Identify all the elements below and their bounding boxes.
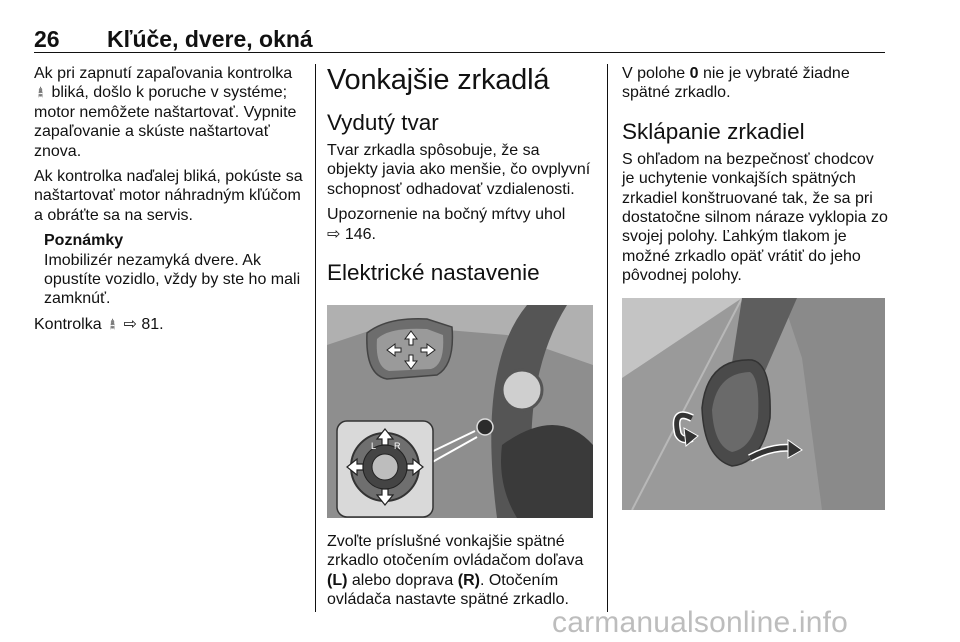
column-1 — [34, 64, 306, 340]
subheading: Elektrické nastavenie — [327, 260, 540, 286]
paragraph — [34, 315, 306, 334]
immobiliser-icon: 🛔︎ — [106, 316, 120, 332]
paragraph: Tvar zrkadla spôsobuje, že sa objekty javia ako menšie, čo ovplyvní schopnosť odhadovať vzdialenosti. — [327, 142, 591, 198]
watermark: carmanualsonline.info — [552, 606, 849, 639]
column-divider — [315, 64, 316, 612]
text: Kontrolka — [34, 315, 107, 333]
mirror-control-figure — [327, 305, 593, 518]
page-header — [34, 26, 885, 53]
text: alebo doprava — [347, 571, 458, 589]
text: Ak pri zapnutí zapaľovania kontrolka — [34, 65, 293, 82]
text: Upozornenie na bočný mŕtvy uhol — [327, 206, 566, 224]
chapter-heading: Vonkajšie zrkadlá — [327, 64, 550, 96]
column-divider — [607, 64, 608, 612]
note-title: Poznámky — [44, 232, 124, 250]
note-text: Imobilizér nezamyká dvere. Ak opustíte vozidlo, vždy by ste ho mali zamknúť. — [44, 251, 301, 308]
steering-wheel — [501, 425, 593, 518]
section-title: Kľúče, dvere, okná — [107, 26, 313, 52]
label-l: L — [371, 441, 377, 452]
note-box — [34, 231, 306, 309]
text: bliká, došlo k poruche v systéme; motor nemôžete naštartovať. Vypnite zapaľovanie a skúste naštartovať znova. — [34, 84, 297, 160]
arrow-ref-icon: ⇨ — [123, 315, 137, 333]
arrow-ref-icon: ⇨ — [327, 225, 341, 243]
text: 0 — [689, 65, 699, 82]
page-number: 26 — [34, 26, 60, 52]
paragraph — [622, 64, 888, 103]
text: Zvoľte príslušné vonkajšie spätné zrkadlo otočením ovládačom doľava — [327, 533, 584, 570]
subheading: Sklápanie zrkadiel — [622, 118, 805, 144]
figure-caption — [327, 532, 593, 610]
paragraph: Ak kontrolka naďalej bliká, pokúste sa naštartovať motor náhradným kľúčom a obráťte sa na servis. — [34, 168, 303, 224]
text: . Otočením ovládača nastavte spätné zrkadlo. — [327, 571, 569, 609]
text: nie je vybraté žiadne spätné zrkadlo. — [622, 65, 850, 102]
page-reference[interactable]: 146. — [344, 225, 376, 243]
mirror-control-knob — [477, 419, 493, 435]
text: V polohe — [622, 65, 690, 82]
subheading: Vydutý tvar — [327, 110, 439, 135]
paragraph: S ohľadom na bezpečnosť chodcov je uchytenie vonkajších spätných zrkadiel konštruované tak, že sa pri dostatočne silnom náraze vyklopia zo svojej polohy. Ľahkým tlakom je možné zrkadlo opäť vrátiť do jeho pôvodnej polohy. — [622, 150, 888, 285]
paragraph — [34, 64, 306, 161]
text: (L) — [327, 571, 348, 589]
immobiliser-icon: 🛔︎ — [34, 85, 48, 101]
mirror-fold-figure — [622, 298, 885, 510]
paragraph — [327, 205, 593, 244]
instrument-gauge — [502, 370, 542, 410]
label-r: R — [394, 441, 401, 452]
page-reference[interactable]: 81. — [141, 315, 164, 333]
column-3 — [622, 64, 888, 510]
text: (R) — [457, 571, 480, 589]
column-2 — [327, 64, 593, 616]
